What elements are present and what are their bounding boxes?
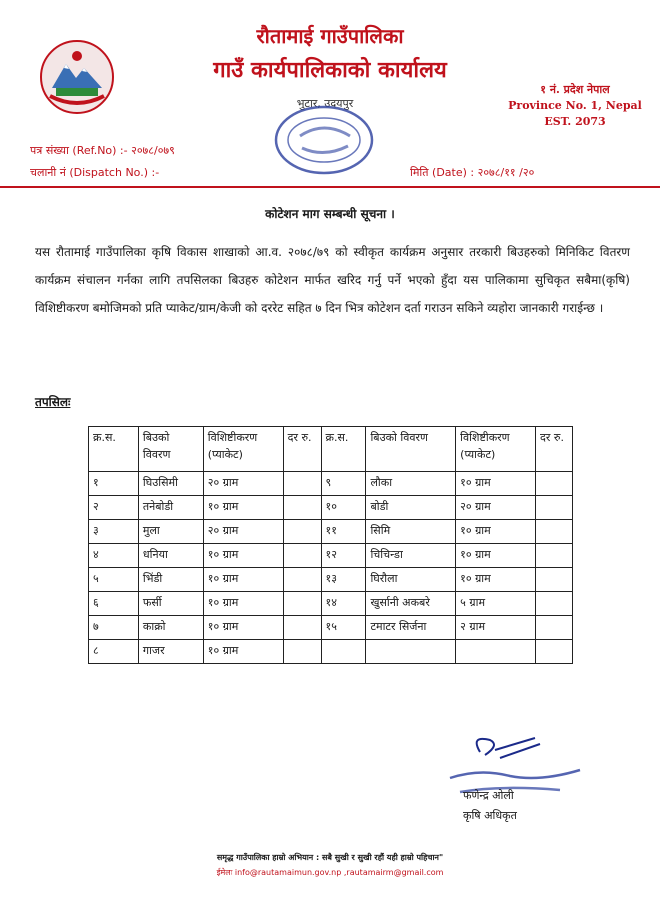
cell-seed: घिउसिमी	[138, 472, 203, 496]
cell-spec: १० ग्राम	[203, 568, 283, 592]
cell-seed: भिंडी	[138, 568, 203, 592]
cell-rate	[536, 544, 573, 568]
cell-sn: ११	[321, 520, 366, 544]
cell-seed	[366, 640, 456, 664]
letter-date: मिति (Date) : २०७८/११ /२०	[410, 166, 535, 179]
municipality-title: रौतामाई गाउँपालिका	[256, 24, 404, 48]
cell-spec: १० ग्राम	[456, 568, 536, 592]
cell-seed: खुर्सानी अकबरे	[366, 592, 456, 616]
cell-seed: गाजर	[138, 640, 203, 664]
cell-sn: ७	[89, 616, 139, 640]
header-spec: विशिष्टीकरण (प्याकेट)	[203, 427, 283, 472]
cell-sn: १	[89, 472, 139, 496]
table-row	[89, 544, 573, 568]
office-stamp	[272, 98, 377, 178]
table-row	[89, 640, 573, 664]
cell-spec: २० ग्राम	[456, 496, 536, 520]
cell-seed: काक्रो	[138, 616, 203, 640]
cell-rate	[283, 520, 321, 544]
cell-rate	[283, 496, 321, 520]
province-np: १ नं. प्रदेश नेपाल	[540, 83, 610, 96]
footer-email: ईमेलः info@rautamaimun.gov.np ,rautamairm@gmail.com	[216, 868, 444, 877]
header-sn: क्र.स.	[321, 427, 366, 472]
cell-seed: तनेबोडी	[138, 496, 203, 520]
cell-sn: ८	[89, 640, 139, 664]
header-rate: दर रु.	[283, 427, 321, 472]
cell-sn: ४	[89, 544, 139, 568]
cell-spec: ५ ग्राम	[456, 592, 536, 616]
cell-rate	[283, 640, 321, 664]
cell-spec: १० ग्राम	[203, 496, 283, 520]
header-divider	[0, 186, 660, 188]
office-address: भुटार, उदयपुर	[296, 97, 354, 110]
cell-rate	[536, 568, 573, 592]
cell-rate	[536, 496, 573, 520]
cell-sn: १२	[321, 544, 366, 568]
table-row	[89, 472, 573, 496]
cell-spec: १० ग्राम	[456, 472, 536, 496]
cell-seed: धनिया	[138, 544, 203, 568]
province-info	[505, 82, 645, 130]
table-header-row	[89, 427, 573, 472]
cell-rate	[283, 544, 321, 568]
cell-rate	[536, 640, 573, 664]
cell-spec: १० ग्राम	[456, 520, 536, 544]
header-seed: बिउको विवरण	[366, 427, 456, 472]
office-title: गाउँ कार्यपालिकाको कार्यालय	[213, 58, 447, 83]
cell-sn: १०	[321, 496, 366, 520]
cell-seed: चिचिन्डा	[366, 544, 456, 568]
cell-rate	[283, 592, 321, 616]
table-row	[89, 616, 573, 640]
notice-body: यस रौतामाई गाउँपालिका कृषि विकास शाखाको आ.व. २०७८/७९ को स्वीकृत कार्यक्रम अनुसार तरकारी बिउहरुको मिनिकिट वितरण कार्यक्रम संचालन गर्नका लागि तपसिलका बिउहरु कोटेशन मार्फत खरिद गर्नु पर्ने भएको हुँदा यस पालिकामा सुचिकृत सबैमा(कृषि) विशिष्टीकरण बमोजिमको प्रति प्याकेट/ग्राम/केजी को दररेट सहित ७ दिन भित्र कोटेशन दर्ता गराउन सकिने व्यहोरा जानकारी गराईन्छ ।	[35, 245, 630, 315]
table-row	[89, 496, 573, 520]
cell-sn: १३	[321, 568, 366, 592]
cell-rate	[283, 568, 321, 592]
header-sn: क्र.स.	[89, 427, 139, 472]
details-label: तपसिलः	[35, 395, 71, 409]
cell-spec: १० ग्राम	[203, 544, 283, 568]
cell-spec: २० ग्राम	[203, 472, 283, 496]
cell-sn: ९	[321, 472, 366, 496]
table-row	[89, 520, 573, 544]
table-row	[89, 568, 573, 592]
cell-sn	[321, 640, 366, 664]
cell-rate	[536, 616, 573, 640]
cell-spec: २ ग्राम	[456, 616, 536, 640]
cell-spec	[456, 640, 536, 664]
cell-seed: सिमि	[366, 520, 456, 544]
notice-subject: कोटेशन माग सम्बन्धी सूचना ।	[265, 207, 395, 221]
cell-rate	[536, 592, 573, 616]
cell-rate	[283, 472, 321, 496]
cell-rate	[536, 472, 573, 496]
cell-sn: १४	[321, 592, 366, 616]
cell-seed: बोडी	[366, 496, 456, 520]
cell-spec: १० ग्राम	[203, 616, 283, 640]
cell-spec: २० ग्राम	[203, 520, 283, 544]
cell-seed: टमाटर सिर्जना	[366, 616, 456, 640]
footer-slogan: समृद्ध गाउँपालिका हाम्रो अभियान : सबै सुखी र सुखी रहौं यही हाम्रो पहिचान"	[216, 853, 444, 862]
cell-rate	[536, 520, 573, 544]
cell-seed: लौका	[366, 472, 456, 496]
cell-sn: ६	[89, 592, 139, 616]
cell-sn: ३	[89, 520, 139, 544]
header-rate: दर रु.	[536, 427, 573, 472]
cell-sn: २	[89, 496, 139, 520]
cell-sn: १५	[321, 616, 366, 640]
reference-number: पत्र संख्या (Ref.No) :- २०७८/०७९	[30, 144, 175, 157]
cell-rate	[283, 616, 321, 640]
dispatch-number: चलानी नं (Dispatch No.) :-	[30, 166, 160, 179]
province-en: Province No. 1, Nepal	[508, 99, 642, 112]
header-spec: विशिष्टीकरण (प्याकेट)	[456, 427, 536, 472]
cell-seed: फर्सी	[138, 592, 203, 616]
seed-quotation-table	[88, 426, 573, 664]
cell-sn: ५	[89, 568, 139, 592]
cell-seed: घिरौला	[366, 568, 456, 592]
cell-spec: १० ग्राम	[456, 544, 536, 568]
cell-seed: मुला	[138, 520, 203, 544]
signatory-title: कृषि अधिकृत	[463, 809, 517, 822]
cell-spec: १० ग्राम	[203, 640, 283, 664]
signatory-name: फणेन्द्र ओली	[463, 789, 514, 802]
cell-spec: १० ग्राम	[203, 592, 283, 616]
established-year: EST. 2073	[544, 115, 606, 128]
header-seed: बिउको विवरण	[138, 427, 203, 472]
table-row	[89, 592, 573, 616]
